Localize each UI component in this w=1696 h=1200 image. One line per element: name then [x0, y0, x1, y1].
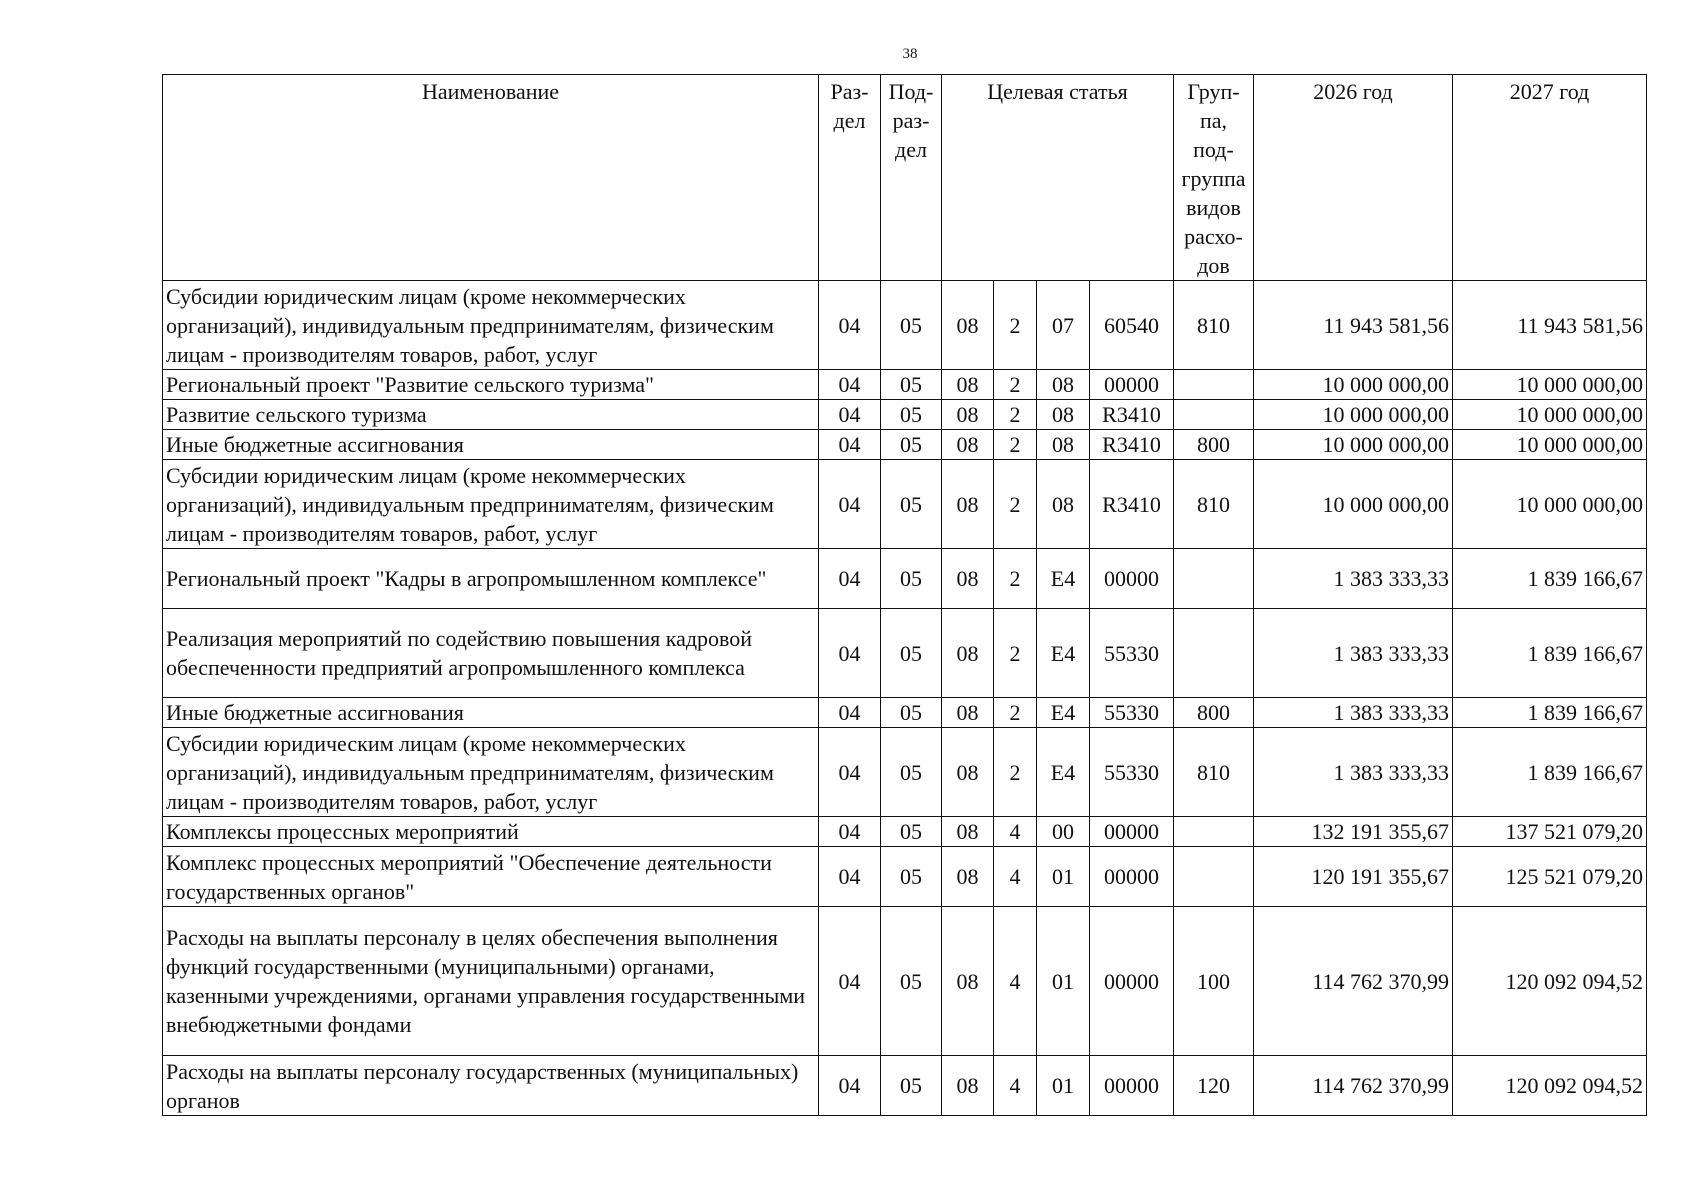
- table-row: [163, 817, 1647, 847]
- row-razdel: 04: [819, 460, 881, 549]
- table-row: [163, 400, 1647, 430]
- row-group: 100: [1174, 907, 1254, 1056]
- row-name: Региональный проект "Кадры в агропромышленном комплексе": [163, 549, 819, 609]
- header-group-line-2: па, под-: [1193, 108, 1234, 162]
- header-group-line-3: группа: [1181, 166, 1246, 191]
- header-expense-group: [1174, 75, 1254, 281]
- row-name: Региональный проект "Развитие сельского туризма": [163, 370, 819, 400]
- table-row: [163, 549, 1647, 609]
- row-target-1: 08: [942, 609, 994, 698]
- table-row: [163, 1056, 1647, 1116]
- header-group-line-6: дов: [1197, 253, 1230, 278]
- row-target-4: 00000: [1090, 549, 1174, 609]
- header-razdel-line-1: Раз-: [830, 79, 869, 104]
- row-target-3: 01: [1037, 907, 1090, 1056]
- row-target-2: 2: [994, 281, 1037, 370]
- row-target-1: 08: [942, 430, 994, 460]
- row-group: 800: [1174, 698, 1254, 728]
- row-target-1: 08: [942, 460, 994, 549]
- row-target-3: E4: [1037, 698, 1090, 728]
- row-target-2: 4: [994, 907, 1037, 1056]
- row-razdel: 04: [819, 698, 881, 728]
- table-row: [163, 728, 1647, 817]
- table-row: [163, 281, 1647, 370]
- row-podrazdel: 05: [881, 609, 942, 698]
- row-target-3: 01: [1037, 847, 1090, 907]
- page-number: 38: [902, 46, 918, 62]
- row-razdel: 04: [819, 430, 881, 460]
- row-target-2: 4: [994, 847, 1037, 907]
- table-row: [163, 370, 1647, 400]
- row-amount-2026: 1 383 333,33: [1254, 698, 1453, 728]
- header-group-line-1: Груп-: [1187, 79, 1240, 104]
- table-row: [163, 698, 1647, 728]
- row-podrazdel: 05: [881, 728, 942, 817]
- row-target-4: 00000: [1090, 907, 1174, 1056]
- row-target-4: 00000: [1090, 1056, 1174, 1116]
- header-group-line-5: расхо-: [1184, 224, 1243, 249]
- header-podrazdel-line-3: дел: [895, 137, 927, 162]
- row-target-2: 2: [994, 400, 1037, 430]
- row-group: 800: [1174, 430, 1254, 460]
- table-row: [163, 609, 1647, 698]
- row-target-3: 07: [1037, 281, 1090, 370]
- table-row: [163, 460, 1647, 549]
- row-target-1: 08: [942, 847, 994, 907]
- row-group: 810: [1174, 728, 1254, 817]
- row-podrazdel: 05: [881, 370, 942, 400]
- row-target-1: 08: [942, 1056, 994, 1116]
- row-group: 120: [1174, 1056, 1254, 1116]
- row-target-4: R3410: [1090, 430, 1174, 460]
- row-target-2: 2: [994, 460, 1037, 549]
- header-group-line-4: видов: [1186, 195, 1241, 220]
- row-amount-2026: 1 383 333,33: [1254, 728, 1453, 817]
- row-podrazdel: 05: [881, 460, 942, 549]
- row-razdel: 04: [819, 281, 881, 370]
- row-amount-2026: 10 000 000,00: [1254, 400, 1453, 430]
- row-group: [1174, 549, 1254, 609]
- row-amount-2026: 120 191 355,67: [1254, 847, 1453, 907]
- row-group: [1174, 847, 1254, 907]
- row-target-1: 08: [942, 728, 994, 817]
- row-target-4: 55330: [1090, 698, 1174, 728]
- row-target-2: 2: [994, 698, 1037, 728]
- row-podrazdel: 05: [881, 400, 942, 430]
- row-razdel: 04: [819, 609, 881, 698]
- table-header-row: [163, 75, 1647, 281]
- row-target-4: 60540: [1090, 281, 1174, 370]
- header-year-2026: 2026 год: [1254, 75, 1453, 281]
- row-podrazdel: 05: [881, 1056, 942, 1116]
- row-target-3: 01: [1037, 1056, 1090, 1116]
- row-amount-2027: 1 839 166,67: [1453, 728, 1647, 817]
- row-target-3: 08: [1037, 430, 1090, 460]
- row-amount-2027: 10 000 000,00: [1453, 430, 1647, 460]
- row-podrazdel: 05: [881, 817, 942, 847]
- row-podrazdel: 05: [881, 549, 942, 609]
- row-amount-2026: 11 943 581,56: [1254, 281, 1453, 370]
- row-amount-2026: 10 000 000,00: [1254, 430, 1453, 460]
- row-name: Иные бюджетные ассигнования: [163, 698, 819, 728]
- row-amount-2026: 114 762 370,99: [1254, 1056, 1453, 1116]
- row-amount-2027: 120 092 094,52: [1453, 907, 1647, 1056]
- row-razdel: 04: [819, 370, 881, 400]
- row-target-4: R3410: [1090, 460, 1174, 549]
- row-name: Иные бюджетные ассигнования: [163, 430, 819, 460]
- row-group: [1174, 817, 1254, 847]
- row-target-1: 08: [942, 698, 994, 728]
- row-amount-2026: 10 000 000,00: [1254, 370, 1453, 400]
- row-target-2: 4: [994, 1056, 1037, 1116]
- row-amount-2027: 10 000 000,00: [1453, 460, 1647, 549]
- row-amount-2027: 137 521 079,20: [1453, 817, 1647, 847]
- row-razdel: 04: [819, 400, 881, 430]
- header-name: Наименование: [163, 75, 819, 281]
- header-year-2027: 2027 год: [1453, 75, 1647, 281]
- row-target-2: 2: [994, 549, 1037, 609]
- table-row: [163, 430, 1647, 460]
- row-podrazdel: 05: [881, 281, 942, 370]
- budget-table: [162, 74, 1647, 1116]
- row-target-1: 08: [942, 549, 994, 609]
- row-amount-2026: 1 383 333,33: [1254, 549, 1453, 609]
- row-target-1: 08: [942, 281, 994, 370]
- row-amount-2026: 10 000 000,00: [1254, 460, 1453, 549]
- row-target-4: 55330: [1090, 609, 1174, 698]
- row-name: Развитие сельского туризма: [163, 400, 819, 430]
- row-amount-2027: 10 000 000,00: [1453, 370, 1647, 400]
- row-name: Комплекс процессных мероприятий "Обеспечение деятельности государственных органов": [163, 847, 819, 907]
- row-razdel: 04: [819, 1056, 881, 1116]
- row-target-2: 2: [994, 728, 1037, 817]
- row-target-2: 2: [994, 430, 1037, 460]
- header-podrazdel: [881, 75, 942, 281]
- row-group: 810: [1174, 460, 1254, 549]
- row-target-3: E4: [1037, 728, 1090, 817]
- row-amount-2027: 1 839 166,67: [1453, 609, 1647, 698]
- row-target-1: 08: [942, 400, 994, 430]
- row-name: Субсидии юридическим лицам (кроме некоммерческих организаций), индивидуальным предпринимателям, физическим лицам - производителям товаров, работ, услуг: [163, 728, 819, 817]
- row-group: [1174, 370, 1254, 400]
- header-razdel: [819, 75, 881, 281]
- table-row: [163, 847, 1647, 907]
- table-row: [163, 907, 1647, 1056]
- row-target-2: 4: [994, 817, 1037, 847]
- header-razdel-line-2: дел: [833, 108, 866, 133]
- row-razdel: 04: [819, 907, 881, 1056]
- row-group: [1174, 400, 1254, 430]
- row-amount-2027: 1 839 166,67: [1453, 698, 1647, 728]
- row-group: 810: [1174, 281, 1254, 370]
- row-amount-2027: 125 521 079,20: [1453, 847, 1647, 907]
- row-name: Субсидии юридическим лицам (кроме некоммерческих организаций), индивидуальным предпринимателям, физическим лицам - производителям товаров, работ, услуг: [163, 281, 819, 370]
- row-name: Реализация мероприятий по содействию повышения кадровой обеспеченности предприятий агропромышленного комплекса: [163, 609, 819, 698]
- row-target-3: 08: [1037, 370, 1090, 400]
- row-name: Расходы на выплаты персоналу в целях обеспечения выполнения функций государственными (муниципальными) органами, казенными учреждениями, органами управления государственными внебюджетными фондами: [163, 907, 819, 1056]
- row-amount-2026: 132 191 355,67: [1254, 817, 1453, 847]
- row-name: Расходы на выплаты персоналу государственных (муниципальных) органов: [163, 1056, 819, 1116]
- row-podrazdel: 05: [881, 907, 942, 1056]
- header-podrazdel-line-1: Под-: [888, 79, 934, 104]
- row-target-3: 08: [1037, 400, 1090, 430]
- row-target-2: 2: [994, 370, 1037, 400]
- row-podrazdel: 05: [881, 430, 942, 460]
- row-razdel: 04: [819, 549, 881, 609]
- row-target-1: 08: [942, 370, 994, 400]
- row-target-2: 2: [994, 609, 1037, 698]
- row-amount-2027: 120 092 094,52: [1453, 1056, 1647, 1116]
- header-target-article: Целевая статья: [942, 75, 1174, 281]
- row-target-4: 00000: [1090, 817, 1174, 847]
- row-target-1: 08: [942, 817, 994, 847]
- row-target-4: R3410: [1090, 400, 1174, 430]
- row-name: Субсидии юридическим лицам (кроме некоммерческих организаций), индивидуальным предпринимателям, физическим лицам - производителям товаров, работ, услуг: [163, 460, 819, 549]
- row-name: Комплексы процессных мероприятий: [163, 817, 819, 847]
- row-target-3: E4: [1037, 609, 1090, 698]
- row-podrazdel: 05: [881, 698, 942, 728]
- row-target-3: E4: [1037, 549, 1090, 609]
- row-target-4: 00000: [1090, 847, 1174, 907]
- row-razdel: 04: [819, 817, 881, 847]
- row-target-4: 55330: [1090, 728, 1174, 817]
- row-amount-2026: 114 762 370,99: [1254, 907, 1453, 1056]
- row-amount-2027: 10 000 000,00: [1453, 400, 1647, 430]
- row-target-3: 08: [1037, 460, 1090, 549]
- row-amount-2027: 1 839 166,67: [1453, 549, 1647, 609]
- row-group: [1174, 609, 1254, 698]
- row-target-3: 00: [1037, 817, 1090, 847]
- row-podrazdel: 05: [881, 847, 942, 907]
- header-podrazdel-line-2: раз-: [892, 108, 930, 133]
- row-amount-2027: 11 943 581,56: [1453, 281, 1647, 370]
- row-target-1: 08: [942, 907, 994, 1056]
- row-amount-2026: 1 383 333,33: [1254, 609, 1453, 698]
- row-target-4: 00000: [1090, 370, 1174, 400]
- row-razdel: 04: [819, 728, 881, 817]
- row-razdel: 04: [819, 847, 881, 907]
